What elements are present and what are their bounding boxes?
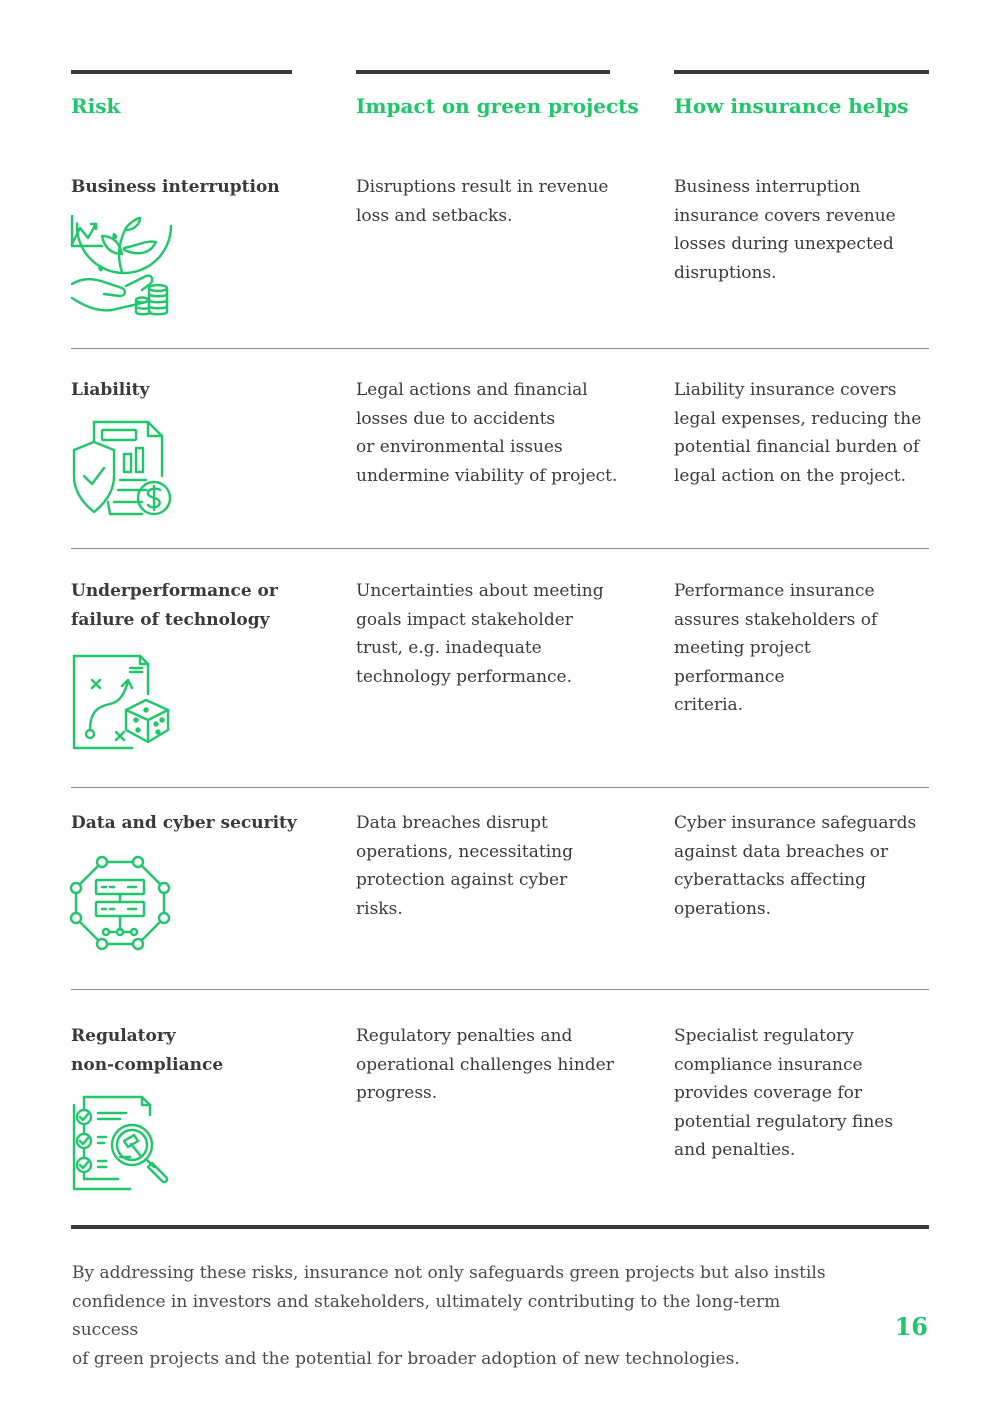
plant-growth-coins-icon — [70, 214, 174, 318]
insurance-text: Specialist regulatory compliance insurance provides coverage for potential regulatory fines and penalties. — [674, 1026, 894, 1160]
header-rule-impact — [356, 70, 610, 74]
impact-text: Data breaches disrupt operations, necessitating protection against cyber risks. — [356, 813, 573, 919]
insurance-text: Performance insurance assures stakeholders of meeting project performance criteria. — [674, 581, 878, 715]
checklist-gavel-magnifier-icon — [70, 1093, 174, 1197]
shield-document-dollar-icon — [70, 416, 174, 520]
risk-title: Business interruption — [71, 177, 280, 197]
impact-text: Regulatory penalties and operational challenges hinder progress. — [356, 1026, 614, 1103]
row-divider — [71, 787, 929, 788]
insurance-text: Cyber insurance safeguards against data breaches or cyberattacks affecting operations. — [674, 813, 917, 919]
column-header-risk: Risk — [71, 94, 121, 118]
row-divider — [71, 548, 929, 549]
risk-title: Underperformance or failure of technology — [71, 581, 278, 630]
header-rule-risk — [71, 70, 292, 74]
table-bottom-rule — [71, 1225, 929, 1229]
column-header-insurance: How insurance helps — [674, 94, 909, 118]
insurance-text: Liability insurance covers legal expenses, reducing the potential financial burden of legal action on the project. — [674, 380, 922, 486]
impact-text: Disruptions result in revenue loss and setbacks. — [356, 177, 609, 226]
impact-text: Legal actions and financial losses due to accidents or environmental issues undermine viability of project. — [356, 380, 618, 486]
server-network-icon — [70, 852, 174, 956]
row-divider — [71, 348, 929, 349]
page-number: 16 — [894, 1312, 928, 1341]
header-rule-insurance — [674, 70, 929, 74]
risk-title: Regulatory non-compliance — [71, 1026, 224, 1075]
impact-text: Uncertainties about meeting goals impact stakeholder trust, e.g. inadequate technology performance. — [356, 581, 604, 687]
risk-title: Data and cyber security — [71, 813, 297, 833]
column-header-impact: Impact on green projects — [356, 94, 639, 118]
insurance-text: Business interruption insurance covers revenue losses during unexpected disruptions. — [674, 177, 896, 283]
risk-title: Liability — [71, 380, 150, 400]
row-divider — [71, 989, 929, 990]
closing-paragraph: By addressing these risks, insurance not only safeguards green projects but also instils confidence in investors and stakeholders, ultimately contributing to the long-term success of green projects and the potential for broader adoption of new technologies. — [72, 1263, 826, 1369]
strategy-plan-dice-icon — [70, 650, 174, 754]
